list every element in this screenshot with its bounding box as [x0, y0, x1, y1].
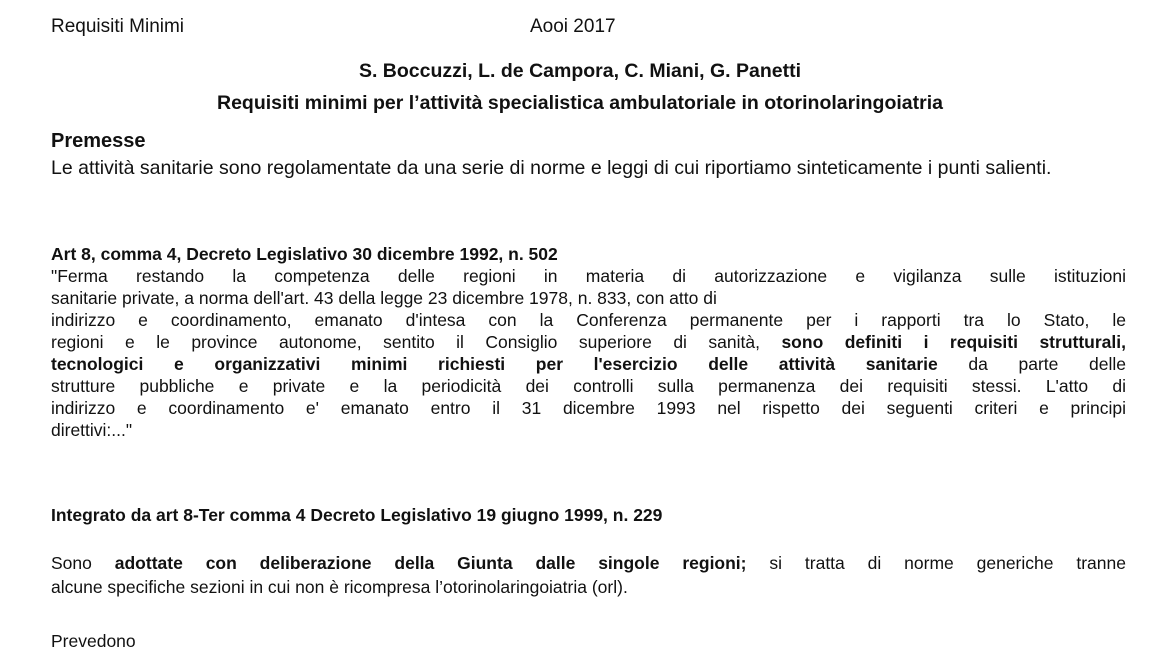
- para-text: Sono: [51, 553, 115, 573]
- running-header-center: Aooi 2017: [530, 16, 616, 37]
- quote-text: da parte delle: [937, 354, 1126, 374]
- integrato-heading: Integrato da art 8-Ter comma 4 Decreto Legislativo 19 giugno 1999, n. 229: [51, 505, 663, 525]
- quote-line: direttivi:...": [51, 420, 133, 440]
- running-header-left: Requisiti Minimi: [51, 16, 185, 37]
- premesse-paragraph: Le attività sanitarie sono regolamentate da una serie di norme e leggi di cui riportiamo sinteticamente i punti salienti.: [51, 157, 1052, 179]
- sono-paragraph: [51, 551, 1126, 599]
- document-title: Requisiti minimi per l’attività specialistica ambulatoriale in otorinolaringoiatria: [216, 92, 943, 114]
- quote-line: [51, 331, 1126, 353]
- quote-line: indirizzo e coordinamento e' emanato entro il 31 dicembre 1993 nel rispetto dei seguenti criteri e principi: [51, 398, 1126, 418]
- para-line: [51, 551, 1126, 575]
- quote-line: "Ferma restando la competenza delle regioni in materia di autorizzazione e vigilanza sulle istituzioni: [51, 266, 1126, 286]
- art8-quote: [51, 265, 1126, 441]
- quote-line: [51, 353, 1126, 375]
- authors-line: S. Boccuzzi, L. de Campora, C. Miani, G. Panetti: [358, 60, 802, 82]
- para-text: si tratta di norme generiche tranne: [746, 553, 1126, 573]
- prevedono-text: Prevedono: [51, 631, 136, 651]
- quote-bold-text: tecnologici e organizzativi minimi richiesti per l'esercizio delle attività sanitarie: [51, 354, 938, 374]
- art8-heading: Art 8, comma 4, Decreto Legislativo 30 dicembre 1992, n. 502: [51, 244, 558, 264]
- para-bold-text: adottate con deliberazione della Giunta dalle singole regioni;: [114, 553, 747, 573]
- quote-line: strutture pubbliche e private e la periodicità dei controlli sulla permanenza dei requisiti stessi. L'atto di: [51, 376, 1126, 396]
- quote-text: regioni e le province autonome, sentito il Consiglio superiore di sanità,: [51, 332, 782, 352]
- quote-line: sanitarie private, a norma dell'art. 43 della legge 23 dicembre 1978, n. 833, con atto di: [51, 288, 717, 308]
- section-heading-premesse: Premesse: [51, 130, 146, 152]
- quote-line: indirizzo e coordinamento, emanato d'intesa con la Conferenza permanente per i rapporti tra lo Stato, le: [51, 310, 1126, 330]
- para-line: alcune specifiche sezioni in cui non è ricompresa l’otorinolaringoiatria (orl).: [51, 577, 628, 597]
- quote-bold-text: sono definiti i requisiti strutturali,: [781, 332, 1126, 352]
